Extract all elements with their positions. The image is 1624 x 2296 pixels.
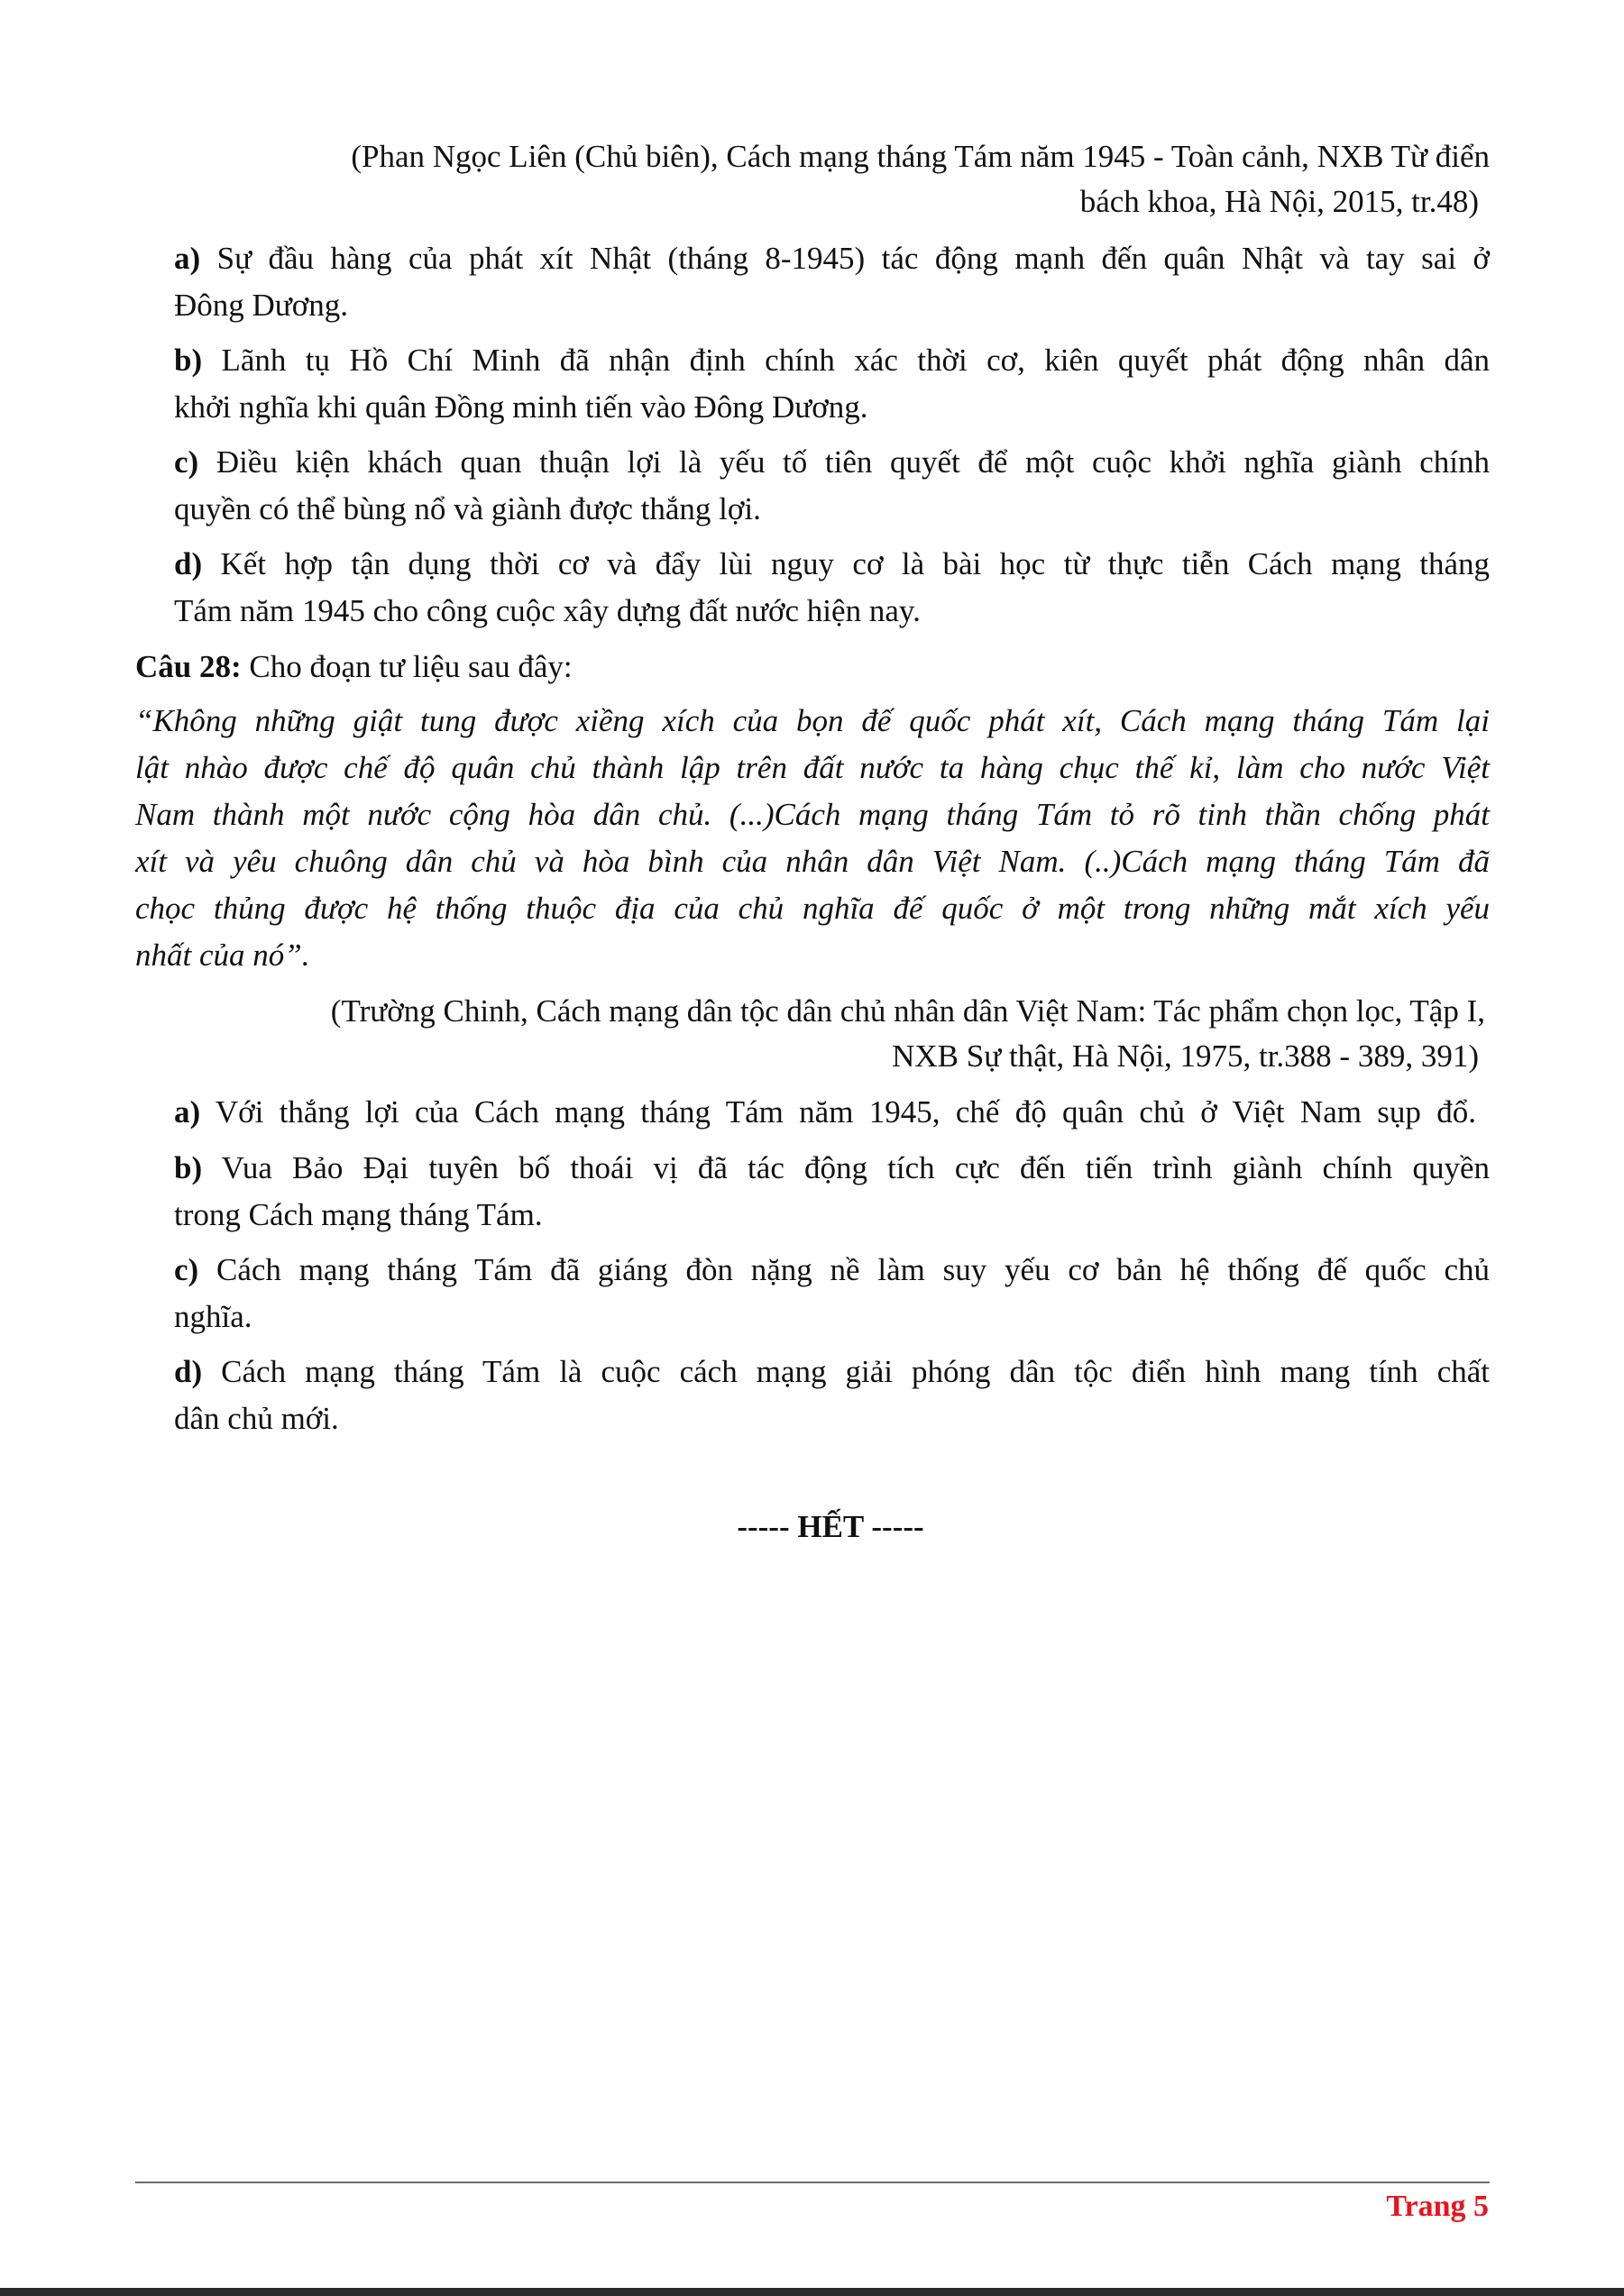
page-bottom-edge xyxy=(0,2288,1624,2296)
source-citation-line: (Trường Chinh, Cách mạng dân tộc dân chủ nhân dân Việt Nam: Tác phẩm chọn lọc, Tập I, xyxy=(330,993,1485,1029)
statement-c xyxy=(174,441,1490,484)
statement-d xyxy=(174,1350,1490,1394)
statement-c-continuation: nghĩa. xyxy=(174,1299,252,1334)
question-label: Câu 28: xyxy=(135,649,242,684)
quote-line: Nam thành một nước cộng hòa dân chủ. (...)Cách mạng tháng Tám tỏ rõ tinh thần chống phát xyxy=(135,797,1490,832)
end-marker: ----- HẾT ----- xyxy=(737,1509,924,1544)
quote-line: “Không những giật tung được xiềng xích của bọn đế quốc phát xít, Cách mạng tháng Tám lại xyxy=(135,703,1490,738)
statement-b xyxy=(174,1147,1490,1190)
statement-label: c) xyxy=(174,444,199,480)
statement-label: b) xyxy=(174,343,203,378)
statement-text: Kết hợp tận dụng thời cơ và đẩy lùi nguy cơ là bài học từ thực tiễn Cách mạng tháng xyxy=(220,546,1490,581)
page-number: Trang 5 xyxy=(1386,2190,1489,2223)
statement-text: Cách mạng tháng Tám đã giáng đòn nặng nề làm suy yếu cơ bản hệ thống đế quốc chủ xyxy=(216,1252,1491,1287)
statement-b-continuation: khởi nghĩa khi quân Đồng minh tiến vào Đông Dương. xyxy=(174,389,868,425)
source-citation-line: bách khoa, Hà Nội, 2015, tr.48) xyxy=(1079,184,1479,219)
statement-label: c) xyxy=(174,1252,199,1287)
question-prompt: Cho đoạn tư liệu sau đây: xyxy=(249,649,573,684)
statement-a xyxy=(174,237,1490,280)
statement-b xyxy=(174,339,1490,382)
statement-text: Lãnh tụ Hồ Chí Minh đã nhận định chính xác thời cơ, kiên quyết phát động nhân dân xyxy=(221,343,1491,378)
quote-line: nhất của nó”. xyxy=(135,938,310,973)
question-28-heading xyxy=(135,645,573,689)
statement-label: d) xyxy=(174,546,203,581)
statement-c xyxy=(174,1249,1490,1292)
source-citation-line: (Phan Ngọc Liên (Chủ biên), Cách mạng tháng Tám năm 1945 - Toàn cảnh, NXB Từ điển xyxy=(351,139,1490,174)
statement-text: Vua Bảo Đại tuyên bố thoái vị đã tác động tích cực đến tiến trình giành chính quyền xyxy=(221,1150,1490,1185)
statement-text: Với thắng lợi của Cách mạng tháng Tám năm 1945, chế độ quân chủ ở Việt Nam sụp đổ. xyxy=(215,1094,1476,1130)
quote-line: chọc thủng được hệ thống thuộc địa của chủ nghĩa đế quốc ở một trong những mắt xích yếu xyxy=(135,891,1490,926)
statement-text: Sự đầu hàng của phát xít Nhật (tháng 8-1945) tác động mạnh đến quân Nhật và tay sai ở xyxy=(216,241,1490,276)
footer-divider xyxy=(135,2182,1490,2183)
statement-d-continuation: dân chủ mới. xyxy=(174,1401,339,1436)
statement-b-continuation: trong Cách mạng tháng Tám. xyxy=(174,1197,543,1232)
statement-text: Cách mạng tháng Tám là cuộc cách mạng giải phóng dân tộc điển hình mang tính chất xyxy=(221,1354,1491,1389)
statement-label: d) xyxy=(174,1354,203,1389)
statement-label: a) xyxy=(174,241,201,276)
quote-line: lật nhào được chế độ quân chủ thành lập trên đất nước ta hàng chục thế kỉ, làm cho nước Việt xyxy=(135,750,1490,785)
quote-line: xít và yêu chuông dân chủ và hòa bình của nhân dân Việt Nam. (..)Cách mạng tháng Tám đã xyxy=(135,844,1490,879)
statement-c-continuation: quyền có thể bùng nổ và giành được thắng lợi. xyxy=(174,491,761,526)
statement-d xyxy=(174,543,1490,586)
statement-d-continuation: Tám năm 1945 cho công cuộc xây dựng đất nước hiện nay. xyxy=(174,593,921,628)
source-citation-line: NXB Sự thật, Hà Nội, 1975, tr.388 - 389, 391) xyxy=(892,1038,1479,1074)
statement-text: Điều kiện khách quan thuận lợi là yếu tố tiên quyết để một cuộc khởi nghĩa giành chính xyxy=(216,444,1491,480)
statement-a-continuation: Đông Dương. xyxy=(174,288,349,323)
statement-label: a) xyxy=(174,1094,201,1130)
statement-label: b) xyxy=(174,1150,203,1185)
statement-a xyxy=(174,1091,1476,1134)
